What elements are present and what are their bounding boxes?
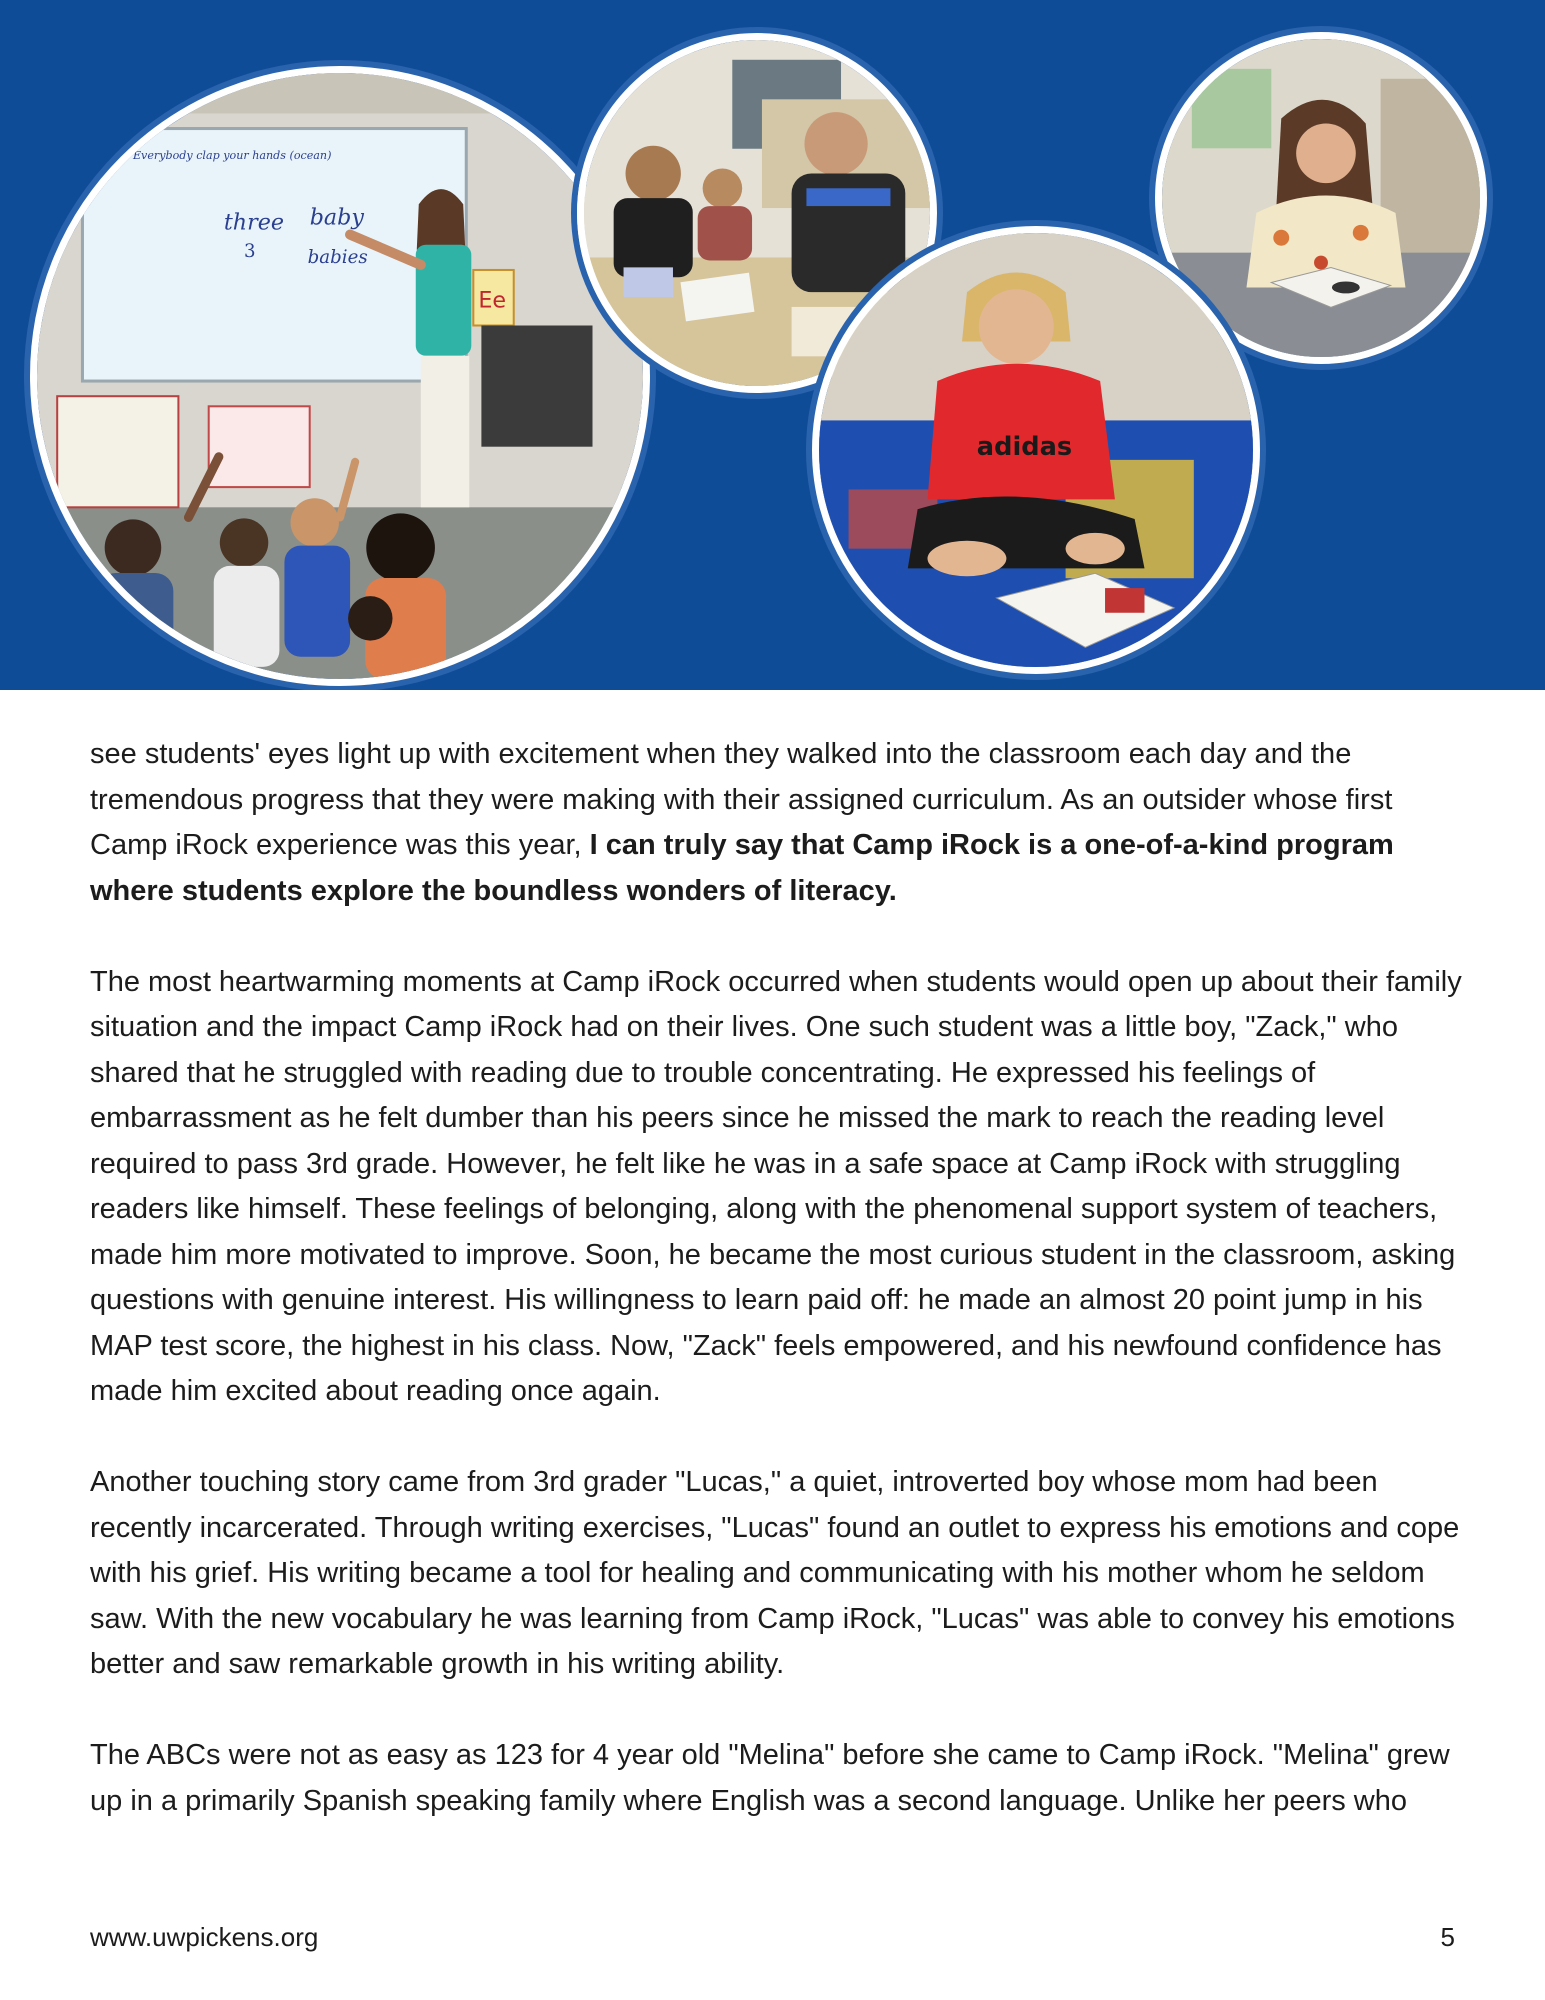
photo-teacher-at-whiteboard xyxy=(30,66,650,686)
paragraph-1 xyxy=(90,732,1470,914)
footer-website: www.uwpickens.org xyxy=(90,1922,319,1952)
paragraph-zack: The most heartwarming moments at Camp iRock occurred when students would open up about their family situation and the impact Camp iRock had on their lives. One such student was a little boy, "Zack," who shared that he struggled with reading due to trouble concentrating. He expressed his feelings of embarrassment as he felt dumber than his peers since he missed the mark to reach the reading level required to pass 3rd grade. However, he felt like he was in a safe space at Camp iRock with struggling readers like himself. These feelings of belonging, along with the phenomenal support system of teachers, made him more motivated to improve. Soon, he became the most curious student in the classroom, asking questions with genuine interest. His willingness to learn paid off: he made an almost 20 point jump in his MAP test score, the highest in his class. Now, "Zack" feels empowered, and his newfound confidence has made him excited about reading once again. xyxy=(90,965,1462,1407)
page-footer xyxy=(90,1922,1455,1953)
paragraph-1-text: see students' eyes light up with excitement when they walked into the classroom each day and the tremendous progress that they were making with their assigned curriculum. As an outsider whose first Camp iRock experience was this year, xyxy=(90,738,1393,861)
board-word-baby: baby xyxy=(309,204,364,231)
paragraph-melina: The ABCs were not as easy as 123 for 4 year old "Melina" before she came to Camp iRock. "Melina" grew up in a primarily Spanish speaking family where English was a second language. Unlike her peers who xyxy=(90,1739,1450,1817)
board-word-babies: babies xyxy=(307,246,368,268)
photo-boy-reading-on-rug xyxy=(812,226,1260,674)
board-number-3: 3 xyxy=(244,240,256,262)
page-number: 5 xyxy=(1440,1922,1455,1952)
photo-banner xyxy=(0,0,1545,690)
board-line-1: Everybody clap your hands (ocean) xyxy=(132,148,332,162)
paragraph-1-highlight: I can truly say that Camp iRock is a one-of-a-kind program where students explore the boundless wonders of literacy. xyxy=(90,829,1394,907)
paragraph-lucas: Another touching story came from 3rd grader "Lucas," a quiet, introverted boy whose mom had been recently incarcerated. Through writing exercises, "Lucas" found an outlet to express his emotions and cope with his grief. His writing became a tool for healing and communicating with his mother whom he seldom saw. With the new vocabulary he was learning from Camp iRock, "Lucas" was able to convey his emotions better and saw remarkable growth in his writing ability. xyxy=(90,1466,1460,1680)
board-word-three: three xyxy=(223,209,285,236)
shirt-logo: adidas xyxy=(976,431,1073,462)
article-body xyxy=(90,732,1470,1870)
card-letter: Ee xyxy=(478,287,507,314)
